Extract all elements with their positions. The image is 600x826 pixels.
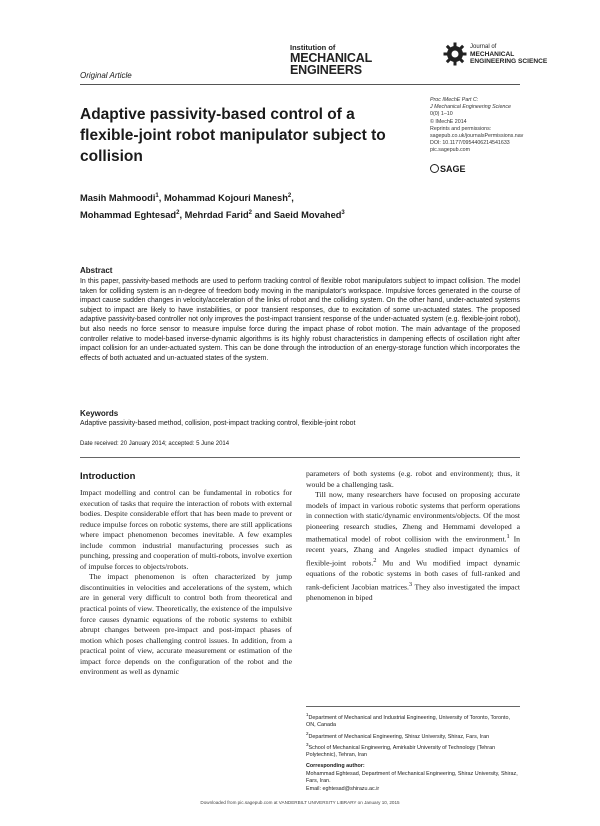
author-name: Mohammad Kojouri Manesh [163,193,288,204]
journal-line3: ENGINEERING SCIENCE [470,58,548,66]
abstract-text: In this paper, passivity-based methods are used to perform tracking control of flexible robot manipulators subject to impact collision. The model taken for colliding system is an n-degree of freedom body moving in the manipulator's workspace. Impulsive forces generated in the course of impact cause sudden changes in velocity/acceleration of the links of robot and the colliding system. On the other hand, under-actuated systems subject to impact are likely to have instabilities, or poor transient responses, due to excitation of some un-actuated states. The proposed adaptive passivity-based controller not only improves the post-impact transient response of the under-actuated system (e.g. flexible-joint robot), but also needs no force sensor to measure impulse force during the impact phase of robot motion. The main advantage of the proposed controller relative to model-based inverse-dynamic algorithms is its highly robust characteristics in dampening effects of oscillation right after impact collision for an under-actuated system. This can be done through the introduction of an energy-storage function which incorporates the effects of both actuated and un-actuated states of the system. [80,278,520,362]
right-column [306,469,520,603]
author-affiliation-marker: 3 [341,210,345,217]
journal-logo-text [470,44,547,66]
reference-marker[interactable]: 3 [408,580,413,588]
corresponding-email[interactable]: Email: eghtesad@shirazu.ac.ir [306,785,380,792]
paragraph-text: In recent years, Zhang and Angeles studied impact dynamics of flexible-joint robots. [306,534,520,568]
author-name: Saeid Movahed [273,210,342,221]
page-range: 0(0) 1–10 [430,111,453,118]
keywords-heading: Keywords [80,409,119,418]
paragraph-text: Mu and Wu modified impact dynamic equations of the robotic systems in both cases of full-ranked and rank-deficient Jacobian matrices. [306,558,521,592]
affiliation-2: $^2$Department of Mechanical Engineering, Shiraz University, Shiraz, Fars, Iran [306,730,490,740]
paragraph: Impact modelling and control can be fundamental in robotics for execution of tasks that require the interaction of robots with external bodies. Despite considerable effort that has been made to prevent or reduce impulse forces on robotic systems, there are still applications where impact phenomenon becomes inevitable. A few examples include common industrial manufacturing processes such as punching, pressing and cooperation of multi-robots, involve exertion of impulse forces to objects/robots. [80,488,292,571]
download-footer: Downloaded from pic.sagepub.com at VANDERBILT UNIVERSITY LIBRARY on January 10, 2015 [200,800,400,805]
footnote-rule [306,706,520,707]
footnotes [306,711,520,793]
author-affiliation-marker: 2 [287,193,292,199]
sage-ring-icon [430,164,439,173]
journal-site[interactable]: pic.sagepub.com [430,147,471,154]
publisher-line3: ENGINEERS [290,63,362,77]
author-affiliation-marker: 2 [248,210,253,217]
left-column [80,488,292,678]
journal-line2: MECHANICAL [470,51,515,58]
corresponding-author: Mohammad Eghtesad, Department of Mechanical Engineering, Shiraz University, Shiraz, Fars, Iran. [306,770,518,785]
author-conjunction: and [254,210,272,221]
reference-marker[interactable]: 1 [506,533,510,541]
author-affiliation-marker: 2 [176,210,180,217]
dates: Date received: 20 January 2014; accepted: 5 June 2014 [80,441,230,447]
header-rule [80,84,520,85]
journal-full-name: J Mechanical Engineering Science [430,104,511,111]
introduction-heading: Introduction [80,471,136,482]
copyright: © IMechE 2014 [430,118,467,125]
paragraph-text: They also investigated the impact phenomenon in biped [306,582,520,602]
reprints-url[interactable]: sagepub.co.uk/journalsPermissions.nav [430,133,524,140]
sage-logo [430,164,466,174]
publisher-line2: MECHANICAL [290,51,373,65]
sage-label: SAGE [440,164,466,174]
publisher-line1: Institution of [290,43,336,52]
paragraph-text: Till now, many researchers have focused on proposing accurate models of impact in various robotic systems that perform operations in connection with static/dynamic environments/objects. Of the most pioneering research studies, Zheng and Hemmami developed a mathematical model of robot collision with the environment. [306,490,520,544]
gear-icon [443,42,467,66]
affiliation-3: $^3$School of Mechanical Engineering, Amirkabir University of Technology (Tehran Polytechnic), Tehran, Iran [306,741,496,759]
author-name: Mehrdad Farid [184,210,249,221]
doi[interactable]: DOI: 10.1177/0954406214541633 [430,140,510,147]
reprints-label: Reprints and permissions: [430,125,492,132]
journal-line1: Journal of [470,44,497,50]
section-rule [80,457,520,458]
paragraph [306,490,520,603]
author-name: Masih Mahmoodi [80,193,156,204]
author-name: Mohammad Eghtesad [80,210,177,221]
publisher-logo [290,44,372,76]
journal-name: Proc IMechE Part C: [430,97,479,103]
author-affiliation-marker: 1 [155,193,159,199]
paragraph: The impact phenomenon is often characterized by jump discontinuities in velocities and accelerations of the system, which are in general very difficult to control both from theoretical and practical points of view. Theoretically, the existence of the impulsive force causes dynamic equations of the robotic systems to exhibit abrupt changes between pre-impact and post-impact phases of motion which poses challenging control issues. In addition, from a practical point of view, accurate measurement or estimation of the impact force depends on the configuration of the robot and the environment as well as dynamic [80,572,292,677]
affiliation-1: $^1$Department of Mechanical and Industrial Engineering, University of Toronto, Toronto, ON, Canada [306,712,510,729]
corresponding-author-heading: Corresponding author: [306,763,365,770]
keywords-text: Adaptive passivity-based method, collision, post-impact tracking control, flexible-joint robot [80,420,356,427]
author-list: Masih Mahmoodi$^1$, Mohammad Kojouri Manesh$^2$, Mohammad Eghtesad$^2$, Mehrdad Farid$^2$ and Saeid Movahed$^3$ [80,193,345,221]
journal-info [430,97,550,155]
abstract-heading: Abstract [80,266,113,275]
paragraph: parameters of both systems (e.g. robot and environment); thus, it would be a challenging task. [306,469,520,489]
paper-title: Adaptive passivity-based control of a flexible-joint robot manipulator subject to collision [80,106,386,165]
reference-marker[interactable]: 2 [373,556,377,564]
article-type: Original Article [80,71,132,80]
